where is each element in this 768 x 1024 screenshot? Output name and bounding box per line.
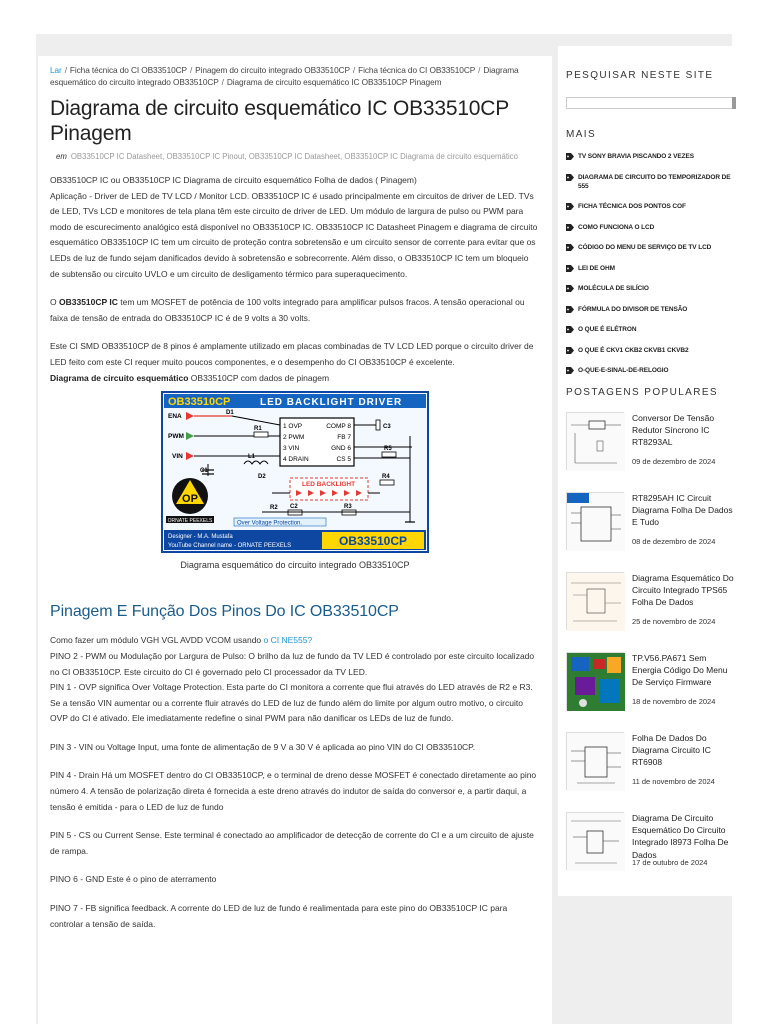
svg-text:D1: D1 — [226, 410, 234, 417]
post-date: 08 de dezembro de 2024 — [632, 536, 716, 546]
popular-post[interactable] — [566, 652, 734, 712]
tag-icon — [566, 347, 574, 354]
svg-text:C2: C2 — [290, 504, 298, 511]
more-item[interactable]: COMO FUNCIONA O LCD — [566, 223, 734, 232]
tag-icon — [566, 153, 574, 160]
breadcrumb-current: Diagrama de circuito esquemático IC OB33510CP Pinagem — [226, 77, 442, 87]
more-item[interactable]: MOLÉCULA DE SILÍCIO — [566, 284, 734, 293]
schematic-banner-text: LED BACKLIGHT DRIVER — [260, 397, 403, 409]
post-title[interactable]: Diagrama De Circuito Esquemático Do Circuito Integrado I8973 Folha De Dados — [632, 812, 729, 860]
label-link[interactable]: OB33510CP IC Diagrama de circuito esquemático — [344, 152, 519, 161]
more-title: MAIS — [566, 129, 597, 140]
svg-text:L1: L1 — [248, 454, 256, 461]
tag-icon — [566, 174, 574, 181]
post-thumbnail[interactable] — [566, 652, 624, 710]
breadcrumb-item[interactable]: Diagrama esquemático do circuito integrado OB33510CP — [50, 65, 519, 87]
post-thumbnail[interactable] — [566, 412, 624, 470]
more-item[interactable]: DIAGRAMA DE CIRCUITO DO TEMPORIZADOR DE 555 — [566, 173, 734, 191]
pin-right-6: GND 6 — [331, 445, 351, 453]
breadcrumb-item[interactable]: Pinagem do circuito integrado OB33510CP — [195, 65, 350, 75]
pin3-description: PIN 3 - VIN ou Voltage Input, uma fonte de alimentação de 9 V a 30 V é aplicada ao pino VIN do CI OB33510CP. — [50, 741, 476, 752]
popular-post[interactable] — [566, 732, 734, 792]
post-date: 11 de novembro de 2024 — [632, 776, 715, 786]
more-item[interactable]: TV SONY BRAVIA PISCANDO 2 VEZES — [566, 152, 734, 161]
input-pwm: PWM — [168, 433, 184, 441]
pin-left-1: 1 OVP — [283, 423, 303, 431]
more-item[interactable]: CÓDIGO DO MENU DE SERVIÇO DE TV LCD — [566, 243, 734, 252]
svg-text:R1: R1 — [254, 426, 262, 433]
search-title: PESQUISAR NESTE SITE — [566, 70, 714, 81]
label-link[interactable]: OB33510CP IC Datasheet — [248, 152, 341, 161]
schematic-chip-name: OB33510CP — [338, 534, 408, 549]
figure-caption: Diagrama esquemático do circuito integrado OB33510CP — [180, 560, 410, 571]
more-list — [566, 152, 734, 375]
svg-text:R2: R2 — [270, 505, 278, 512]
popular-posts — [566, 412, 734, 872]
youtube-credit: YouTube Channel name - ORNATE PEEXELS — [168, 543, 292, 550]
post-thumbnail[interactable] — [566, 812, 624, 870]
module-question: Como fazer um módulo VGH VGL AVDD VCOM usando o CI NE555? — [50, 635, 313, 646]
pin7-description: PINO 7 - FB significa feedback. A corrente do LED de luz de fundo é realimentada para este pino do OB33510CP IC para controlar a tensão de saída. — [50, 903, 508, 929]
label-link[interactable]: OB33510CP IC Datasheet — [70, 152, 163, 161]
svg-text:R5: R5 — [384, 446, 392, 453]
pin-right-5: CS 5 — [336, 456, 351, 464]
schematic-intro: Diagrama de circuito esquemático OB33510CP com dados de pinagem — [50, 372, 330, 383]
more-item[interactable]: FICHA TÉCNICA DOS PONTOS COF — [566, 202, 734, 211]
smd-paragraph: Este CI SMD OB33510CP de 8 pinos é amplamente utilizado em placas combinadas de TV LCD LED porque o circuito driver de LED feito com este CI requer muito poucos componentes, e o desempenho do CI OB33510CP é excelente. — [50, 341, 534, 367]
pin2-description: PINO 2 - PWM ou Modulação por Largura de Pulso: O brilho da luz de fundo da TV LED é controlado por este circuito localizado no CI OB33510CP. Este circuito do CI é governado pelo CI processador da TV LED. — [50, 650, 535, 677]
post-date: 09 de dezembro de 2024 — [632, 456, 716, 466]
breadcrumb-home-link[interactable]: Lar — [50, 65, 62, 75]
post-thumbnail[interactable] — [566, 492, 624, 550]
application-paragraph: Aplicação - Driver de LED de TV LCD / Monitor LCD. OB33510CP IC é usado principalmente em circuitos de driver de LED. TVs de LED, TVs LCD e monitores de tela plana têm este circuito de driver de LED. Um módulo de largura de pulso ou PWM para modo de escurecimento analógico está disponível no OB33510CP IC. OB33510CP IC Datasheet Pinagem e diagrama de circuito esquemático OB33510CP IC tem um circuito de proteção contra sobretensão e um circuito sensor de corrente para evitar que os LEDs de luz de fundo sejam danificados devido à sobretensão e sobrecorrente. Além disso, o OB33510CP IC tem um bloqueio de subtensão ou circuito UVLO e um circuito de desligamento térmico para superaquecimento. — [50, 190, 538, 279]
svg-text:D2: D2 — [258, 474, 266, 481]
pin5-description: PIN 5 - CS ou Current Sense. Este terminal é conectado ao amplificador de detecção de corrente do CI e a um circuito de ajuste de rampa. — [50, 830, 534, 856]
pin1-description: PIN 1 - OVP significa Over Voltage Protection. Esta parte do CI monitora a corrente que flui através do LED através de R2 e R3. Se a tensão VIN aumentar ou a corrente fluir através do LED de luz de fundo além do limite por algum outro motivo, o circuito OVP do CI é ativado. Ele imediatamente redefine o sinal PWM para não danificar os LEDs de luz de fundo. — [50, 682, 533, 724]
breadcrumb-item[interactable]: Ficha técnica do CI OB33510CP — [358, 65, 476, 75]
more-item[interactable]: LEI DE OHM — [566, 264, 734, 273]
more-item[interactable]: O QUE É ELÉTRON — [566, 325, 734, 334]
more-item[interactable]: O-QUE-E-SINAL-DE-RELOGIO — [566, 366, 734, 375]
post-thumbnail[interactable] — [566, 572, 624, 630]
search-button[interactable] — [732, 97, 736, 109]
input-vin: VIN — [172, 453, 183, 461]
mosfet-paragraph: O OB33510CP IC tem um MOSFET de potência de 100 volts integrado para amplificar pulsos fracos. A tensão operacional ou faixa de tensão de entrada do OB33510CP IC é de 9 volts a 30 volts. — [50, 297, 525, 323]
breadcrumb: Lar / Ficha técnica do CI OB33510CP / Pinagem do circuito integrado OB33510CP / Ficha técnica do CI OB33510CP / Diagrama esquemático do circuito integrado OB33510CP / Diagrama de circuito esquemático IC OB33510CP Pinagem — [50, 65, 519, 87]
tag-icon — [566, 265, 574, 272]
search-input[interactable] — [566, 97, 734, 109]
intro-line: OB33510CP IC ou OB33510CP IC Diagrama de circuito esquemático Folha de dados ( Pinagem) — [50, 175, 417, 185]
led-backlight-label: LED BACKLIGHT — [302, 481, 356, 489]
input-ena: ENA — [168, 413, 182, 421]
label-link[interactable]: OB33510CP IC Pinout — [166, 152, 245, 161]
logo-text: ORNATE PEEXELS — [167, 518, 213, 525]
schematic-figure[interactable] — [162, 392, 428, 574]
popular-post[interactable] — [566, 572, 734, 632]
post-thumbnail[interactable] — [566, 732, 624, 790]
breadcrumb-item[interactable]: Ficha técnica do CI OB33510CP — [69, 65, 187, 75]
svg-text:OP: OP — [182, 493, 198, 506]
schematic-image[interactable] — [162, 392, 428, 552]
popular-post[interactable] — [566, 812, 734, 872]
ovp-label: Over Voltage Protection. — [237, 520, 303, 527]
designer-credit: Designer - M.A. Mustafa — [168, 534, 233, 541]
sidebar — [558, 46, 734, 896]
more-item[interactable]: O QUE É CKV1 CKB2 CKVB1 CKVB2 — [566, 346, 734, 355]
popular-title: POSTAGENS POPULARES — [566, 386, 719, 398]
ne555-link[interactable]: o CI NE555? — [263, 635, 313, 646]
post-labels: em OB33510CP IC Datasheet, OB33510CP IC Pinout, OB33510CP IC Datasheet, OB33510CP IC Diagrama de circuito esquemático — [56, 152, 519, 161]
post-title[interactable]: TP.V56.PA671 Sem Energia Código Do Menu De Serviço Firmware — [632, 652, 728, 688]
popular-post[interactable] — [566, 492, 734, 552]
page-title: Diagrama de circuito esquemático IC OB33510CP Pinagem — [50, 97, 509, 145]
post-title[interactable]: RT8295AH IC Circuit Diagrama Folha De Dados E Tudo — [632, 492, 733, 528]
svg-text:C3: C3 — [383, 424, 391, 431]
pin-right-7: FB 7 — [337, 434, 351, 442]
post-date: 17 de outubro de 2024 — [632, 857, 708, 867]
post-title[interactable]: Conversor De Tensão Redutor Síncrono IC RT8293AL — [632, 412, 715, 448]
tag-icon — [566, 285, 574, 292]
schematic-chip-label: OB33510CP — [168, 396, 231, 409]
more-item[interactable]: FÓRMULA DO DIVISOR DE TENSÃO — [566, 305, 734, 314]
pin-left-4: 4 DRAIN — [283, 456, 309, 464]
svg-text:C1: C1 — [200, 468, 208, 475]
post-title[interactable]: Diagrama Esquemático Do Circuito Integrado TPS65 Folha De Dados — [632, 572, 734, 608]
bold-chip-name: OB33510CP IC — [59, 297, 118, 308]
popular-post[interactable] — [566, 412, 734, 472]
labels-prefix: em — [56, 152, 67, 161]
tag-icon — [566, 326, 574, 333]
pin4-description: PIN 4 - Drain Há um MOSFET dentro do CI OB33510CP, e o terminal de dreno desse MOSFET é conectado diretamente ao pino número 4. A tensão de polarização direta é fornecida a este dreno através do indutor de saída do conversor e, a partir daqui, a tensão é emitida - para o LED de luz de fundo — [50, 770, 537, 812]
tag-icon — [566, 306, 574, 313]
pin6-description: PINO 6 - GND Este é o pino de aterramento — [50, 874, 217, 885]
svg-text:R4: R4 — [382, 474, 390, 481]
tag-icon — [566, 244, 574, 251]
post-date: 18 de novembro de 2024 — [632, 696, 716, 706]
svg-text:R3: R3 — [344, 504, 352, 511]
post-date: 25 de novembro de 2024 — [632, 616, 716, 626]
main-content — [38, 56, 552, 1024]
section-title: Pinagem E Função Dos Pinos Do IC OB33510CP — [50, 602, 399, 620]
article-body — [50, 173, 540, 932]
post-title[interactable]: Folha De Dados Do Diagrama Circuito IC RT6908 — [632, 732, 711, 768]
tag-icon — [566, 367, 574, 374]
pin-left-3: 3 VIN — [283, 445, 300, 453]
tag-icon — [566, 224, 574, 231]
pin-left-2: 2 PWM — [283, 434, 305, 442]
tag-icon — [566, 203, 574, 210]
pin-right-8: COMP 8 — [326, 423, 351, 431]
